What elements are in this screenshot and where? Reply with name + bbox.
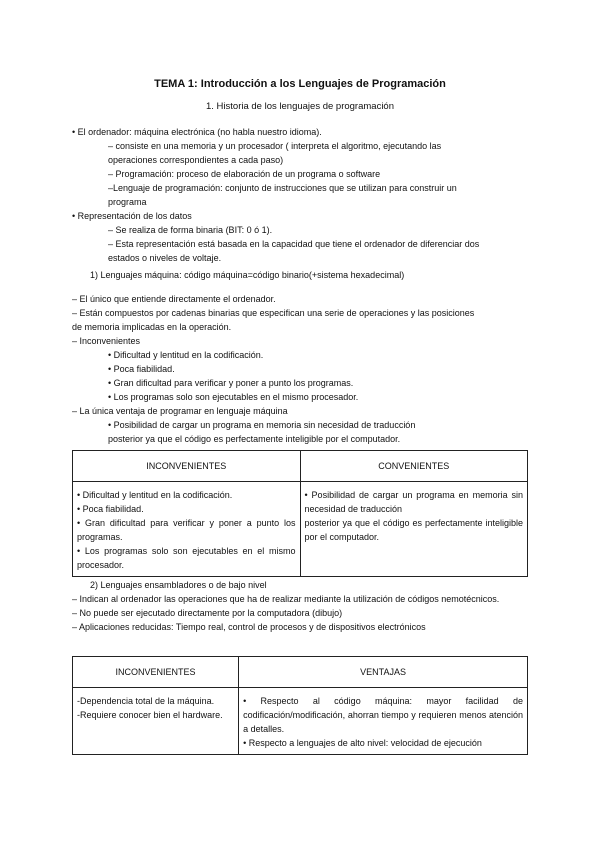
intro-line: estados o niveles de voltaje. — [108, 253, 222, 263]
comparison-table-2 — [72, 656, 528, 755]
table-cell-line: • Respecto a lenguajes de alto nivel: velocidad de ejecución — [243, 738, 482, 748]
table-header: CONVENIENTES — [300, 451, 528, 482]
table-cell-line: • Posibilidad de cargar un programa en memoria sin necesidad de traducción — [304, 490, 523, 514]
section-2-line: – Indican al ordenador las operaciones que ha de realizar mediante la utilización de códigos nemotécnicos. — [72, 594, 500, 604]
table-cell-line: • Dificultad y lentitud en la codificación. — [77, 490, 233, 500]
section-1-line: posterior ya que el código es perfectamente inteligible por el computador. — [108, 434, 401, 444]
table-header: INCONVENIENTES — [73, 657, 239, 688]
table-cell-line: -Dependencia total de la máquina. — [77, 696, 215, 706]
intro-line: • El ordenador: máquina electrónica (no habla nuestro idioma). — [72, 127, 322, 137]
table-cell-line: -Requiere conocer bien el hardware. — [77, 710, 223, 720]
table-cell-left — [73, 482, 301, 577]
table-cell-line: • Gran dificultad para verificar y poner a punto los programas. — [77, 518, 296, 542]
section-1-line: • Posibilidad de cargar un programa en memoria sin necesidad de traducción — [108, 420, 416, 430]
intro-line: – Esta representación está basada en la capacidad que tiene el ordenador de diferenciar dos — [108, 239, 480, 249]
page-title: TEMA 1: Introducción a los Lenguajes de Programación — [154, 78, 446, 90]
section-1-line: – Están compuestos por cadenas binarias que especifican una serie de operaciones y las posiciones — [72, 308, 475, 318]
table-cell-line: • Los programas solo son ejecutables en el mismo procesador. — [77, 546, 296, 570]
comparison-table-1 — [72, 450, 528, 577]
section-1-line: • Los programas solo son ejecutables en el mismo procesador. — [108, 392, 359, 402]
table-cell-line: posterior ya que el código es perfectamente inteligible por el computador. — [304, 518, 523, 542]
section-1-line: • Poca fiabilidad. — [108, 364, 175, 374]
intro-line: –Lenguaje de programación: conjunto de instrucciones que se utilizan para construir un — [108, 183, 457, 193]
section-2-block — [72, 592, 528, 634]
section-1-block — [72, 292, 528, 446]
section-1-line: • Dificultad y lentitud en la codificación. — [108, 350, 264, 360]
table-cell-right — [300, 482, 528, 577]
intro-line: – Programación: proceso de elaboración de un programa o software — [108, 169, 381, 179]
section-2-line: – Aplicaciones reducidas: Tiempo real, control de procesos y de dispositivos electrónicos — [72, 622, 426, 632]
section-1-heading: 1) Lenguajes máquina: código máquina=código binario(+sistema hexadecimal) — [90, 270, 405, 280]
section-2-line: – No puede ser ejecutado directamente por la computadora (dibujo) — [72, 608, 343, 618]
table-cell-line: • Respecto al código máquina: mayor facilidad de codificación/modificación, ahorran tiempo y requieren menos atención a detalles. — [243, 696, 523, 734]
section-1-line: – Inconvenientes — [72, 336, 141, 346]
intro-block — [72, 125, 528, 265]
section-1-line: – La única ventaja de programar en lenguaje máquina — [72, 406, 288, 416]
intro-line: operaciones correspondientes a cada paso) — [108, 155, 284, 165]
intro-line: • Representación de los datos — [72, 211, 192, 221]
table-cell-line: • Poca fiabilidad. — [77, 504, 144, 514]
section-1-line: – El único que entiende directamente el ordenador. — [72, 294, 276, 304]
table-header: VENTAJAS — [239, 657, 528, 688]
table-cell-left — [73, 688, 239, 755]
section-1-line: • Gran dificultad para verificar y poner a punto los programas. — [108, 378, 354, 388]
intro-line: – consiste en una memoria y un procesador ( interpreta el algoritmo, ejecutando las — [108, 141, 442, 151]
intro-line: – Se realiza de forma binaria (BIT: 0 ó 1). — [108, 225, 273, 235]
section-2-heading: 2) Lenguajes ensambladores o de bajo nivel — [90, 580, 267, 590]
table-header: INCONVENIENTES — [73, 451, 301, 482]
section-1-line: de memoria implicadas en la operación. — [72, 322, 232, 332]
section-subtitle: 1. Historia de los lenguajes de programación — [206, 101, 394, 112]
table-cell-right — [239, 688, 528, 755]
intro-line: programa — [108, 197, 147, 207]
